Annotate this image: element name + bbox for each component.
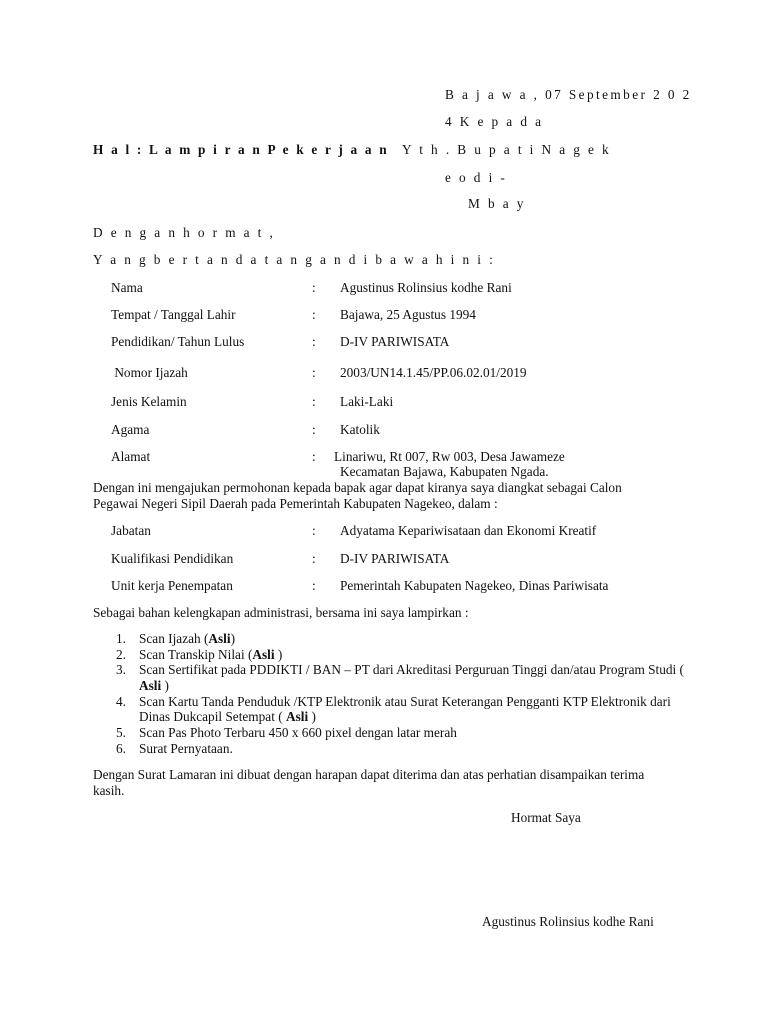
identity-row: [0, 365, 768, 383]
position-value: Pemerintah Kabupaten Nagekeo, Dinas Pariwisata: [340, 578, 609, 593]
attachment-item: 5. 5. Scan Pas Photo Terbaru 450 x 660 pixel dengan latar merah: [139, 725, 699, 741]
colon: :: [312, 307, 316, 322]
date-line: B a j a w a , 07 September 2 0 2: [445, 87, 692, 102]
intro-line: Y a n g b e r t a n d a t a n g a n d i b a w a h i n i :: [93, 252, 496, 267]
colon: :: [312, 523, 316, 538]
signature-name: Agustinus Rolinsius kodhe Rani: [482, 914, 654, 929]
attachments-list: [93, 631, 699, 757]
identity-label: Jenis Kelamin: [111, 394, 187, 409]
identity-label: Nama: [111, 280, 143, 295]
recipient-city: M b a y: [468, 196, 526, 211]
colon: :: [312, 280, 316, 295]
item-bold: Asli: [208, 631, 231, 646]
position-value: Adyatama Kepariwisataan dan Ekonomi Kreatif: [340, 523, 597, 538]
recipient-line: Y t h . B u p a t i N a g e k: [402, 142, 612, 157]
identity-label: Nomor Ijazah: [111, 365, 188, 380]
colon: :: [312, 551, 316, 566]
signoff: Hormat Saya: [511, 810, 581, 825]
item-text: Scan Kartu Tanda Penduduk /KTP Elektronik atau Surat Keterangan Pengganti KTP Elektronik dari Dinas Dukcapil Setempat (: [139, 693, 671, 725]
identity-value-continued: Kecamatan Bajawa, Kabupaten Ngada.: [340, 464, 549, 479]
position-label: Jabatan: [111, 523, 151, 538]
identity-value: Bajawa, 25 Agustus 1994: [340, 307, 476, 322]
identity-value: D-IV PARIWISATA: [340, 334, 450, 349]
colon: :: [312, 365, 316, 380]
item-text: Scan Ijazah (: [139, 631, 209, 646]
colon: :: [312, 449, 316, 464]
identity-value: Katolik: [340, 422, 380, 437]
identity-row: [0, 394, 768, 412]
colon: :: [312, 578, 316, 593]
attachment-item: 1. 1. Scan Ijazah (Asli): [139, 631, 699, 647]
item-after: ): [274, 646, 283, 662]
item-after: ): [230, 631, 236, 646]
item-after: ): [308, 709, 316, 725]
attachment-item: 4. 4. Scan Kartu Tanda Penduduk /KTP Elektronik atau Surat Keterangan Pengganti KTP Elektronik dari Dinas Dukcapil Setempat ( Asli ): [139, 694, 699, 725]
position-row: [0, 551, 768, 569]
identity-row: [0, 334, 768, 352]
item-bold: Asli: [285, 709, 309, 725]
item-text: Scan Pas Photo Terbaru 450 x 660 pixel dengan latar merah: [139, 725, 457, 741]
identity-label: Pendidikan/ Tahun Lulus: [111, 334, 245, 349]
identity-row: [0, 280, 768, 298]
colon: :: [312, 422, 316, 437]
position-value: D-IV PARIWISATA: [340, 551, 450, 566]
attachment-item: 3. 3. Scan Sertifikat pada PDDIKTI / BAN – PT dari Akreditasi Perguruan Tinggi dan/atau Program Studi ( Asli ): [139, 662, 699, 693]
recipient-line-2: e o d i -: [445, 170, 508, 185]
item-text: Scan Sertifikat pada PDDIKTI / BAN – PT dari Akreditasi Perguruan Tinggi dan/atau Program Studi (: [139, 662, 684, 678]
item-text: Scan Transkip Nilai (: [139, 646, 253, 662]
identity-label: Tempat / Tanggal Lahir: [111, 307, 236, 322]
identity-value: Agustinus Rolinsius kodhe Rani: [340, 280, 512, 295]
item-after: ): [161, 678, 169, 694]
attachment-item: 2. 2. Scan Transkip Nilai (Asli ): [139, 647, 699, 663]
item-bold: Asli: [139, 678, 162, 694]
attachments-intro: Sebagai bahan kelengkapan administrasi, bersama ini saya lampirkan :: [93, 605, 469, 620]
item-bold: Asli: [252, 646, 275, 662]
colon: :: [312, 334, 316, 349]
position-label: Unit kerja Penempatan: [111, 578, 233, 593]
identity-row: [0, 307, 768, 325]
identity-row: [0, 422, 768, 440]
identity-label: Agama: [111, 422, 150, 437]
colon: :: [312, 394, 316, 409]
kepada-line: 4 K e p a d a: [445, 114, 544, 129]
identity-label: Alamat: [111, 449, 151, 464]
subject-line: H a l : L a m p i r a n P e k e r j a a n: [93, 142, 389, 157]
attachment-item: 6. 6. Surat Pernyataan.: [139, 741, 699, 757]
position-row: [0, 523, 768, 541]
item-text: Surat Pernyataan.: [139, 740, 233, 756]
request-paragraph: Dengan ini mengajukan permohonan kepada bapak agar dapat kiranya saya diangkat sebagai Calon Pegawai Negeri Sipil Daerah pada Pemerintah Kabupaten Nagekeo, dalam :: [93, 480, 622, 511]
identity-value: Laki-Laki: [340, 394, 394, 409]
position-label: Kualifikasi Pendidikan: [111, 551, 234, 566]
identity-value: 2003/UN14.1.45/PP.06.02.01/2019: [340, 365, 527, 380]
identity-value: Linariwu, Rt 007, Rw 003, Desa Jawameze: [334, 449, 565, 464]
position-row: [0, 578, 768, 596]
closing-paragraph: Dengan Surat Lamaran ini dibuat dengan harapan dapat diterima dan atas perhatian disampaikan terima kasih.: [93, 767, 645, 798]
salutation: D e n g a n h o r m a t ,: [93, 225, 276, 240]
